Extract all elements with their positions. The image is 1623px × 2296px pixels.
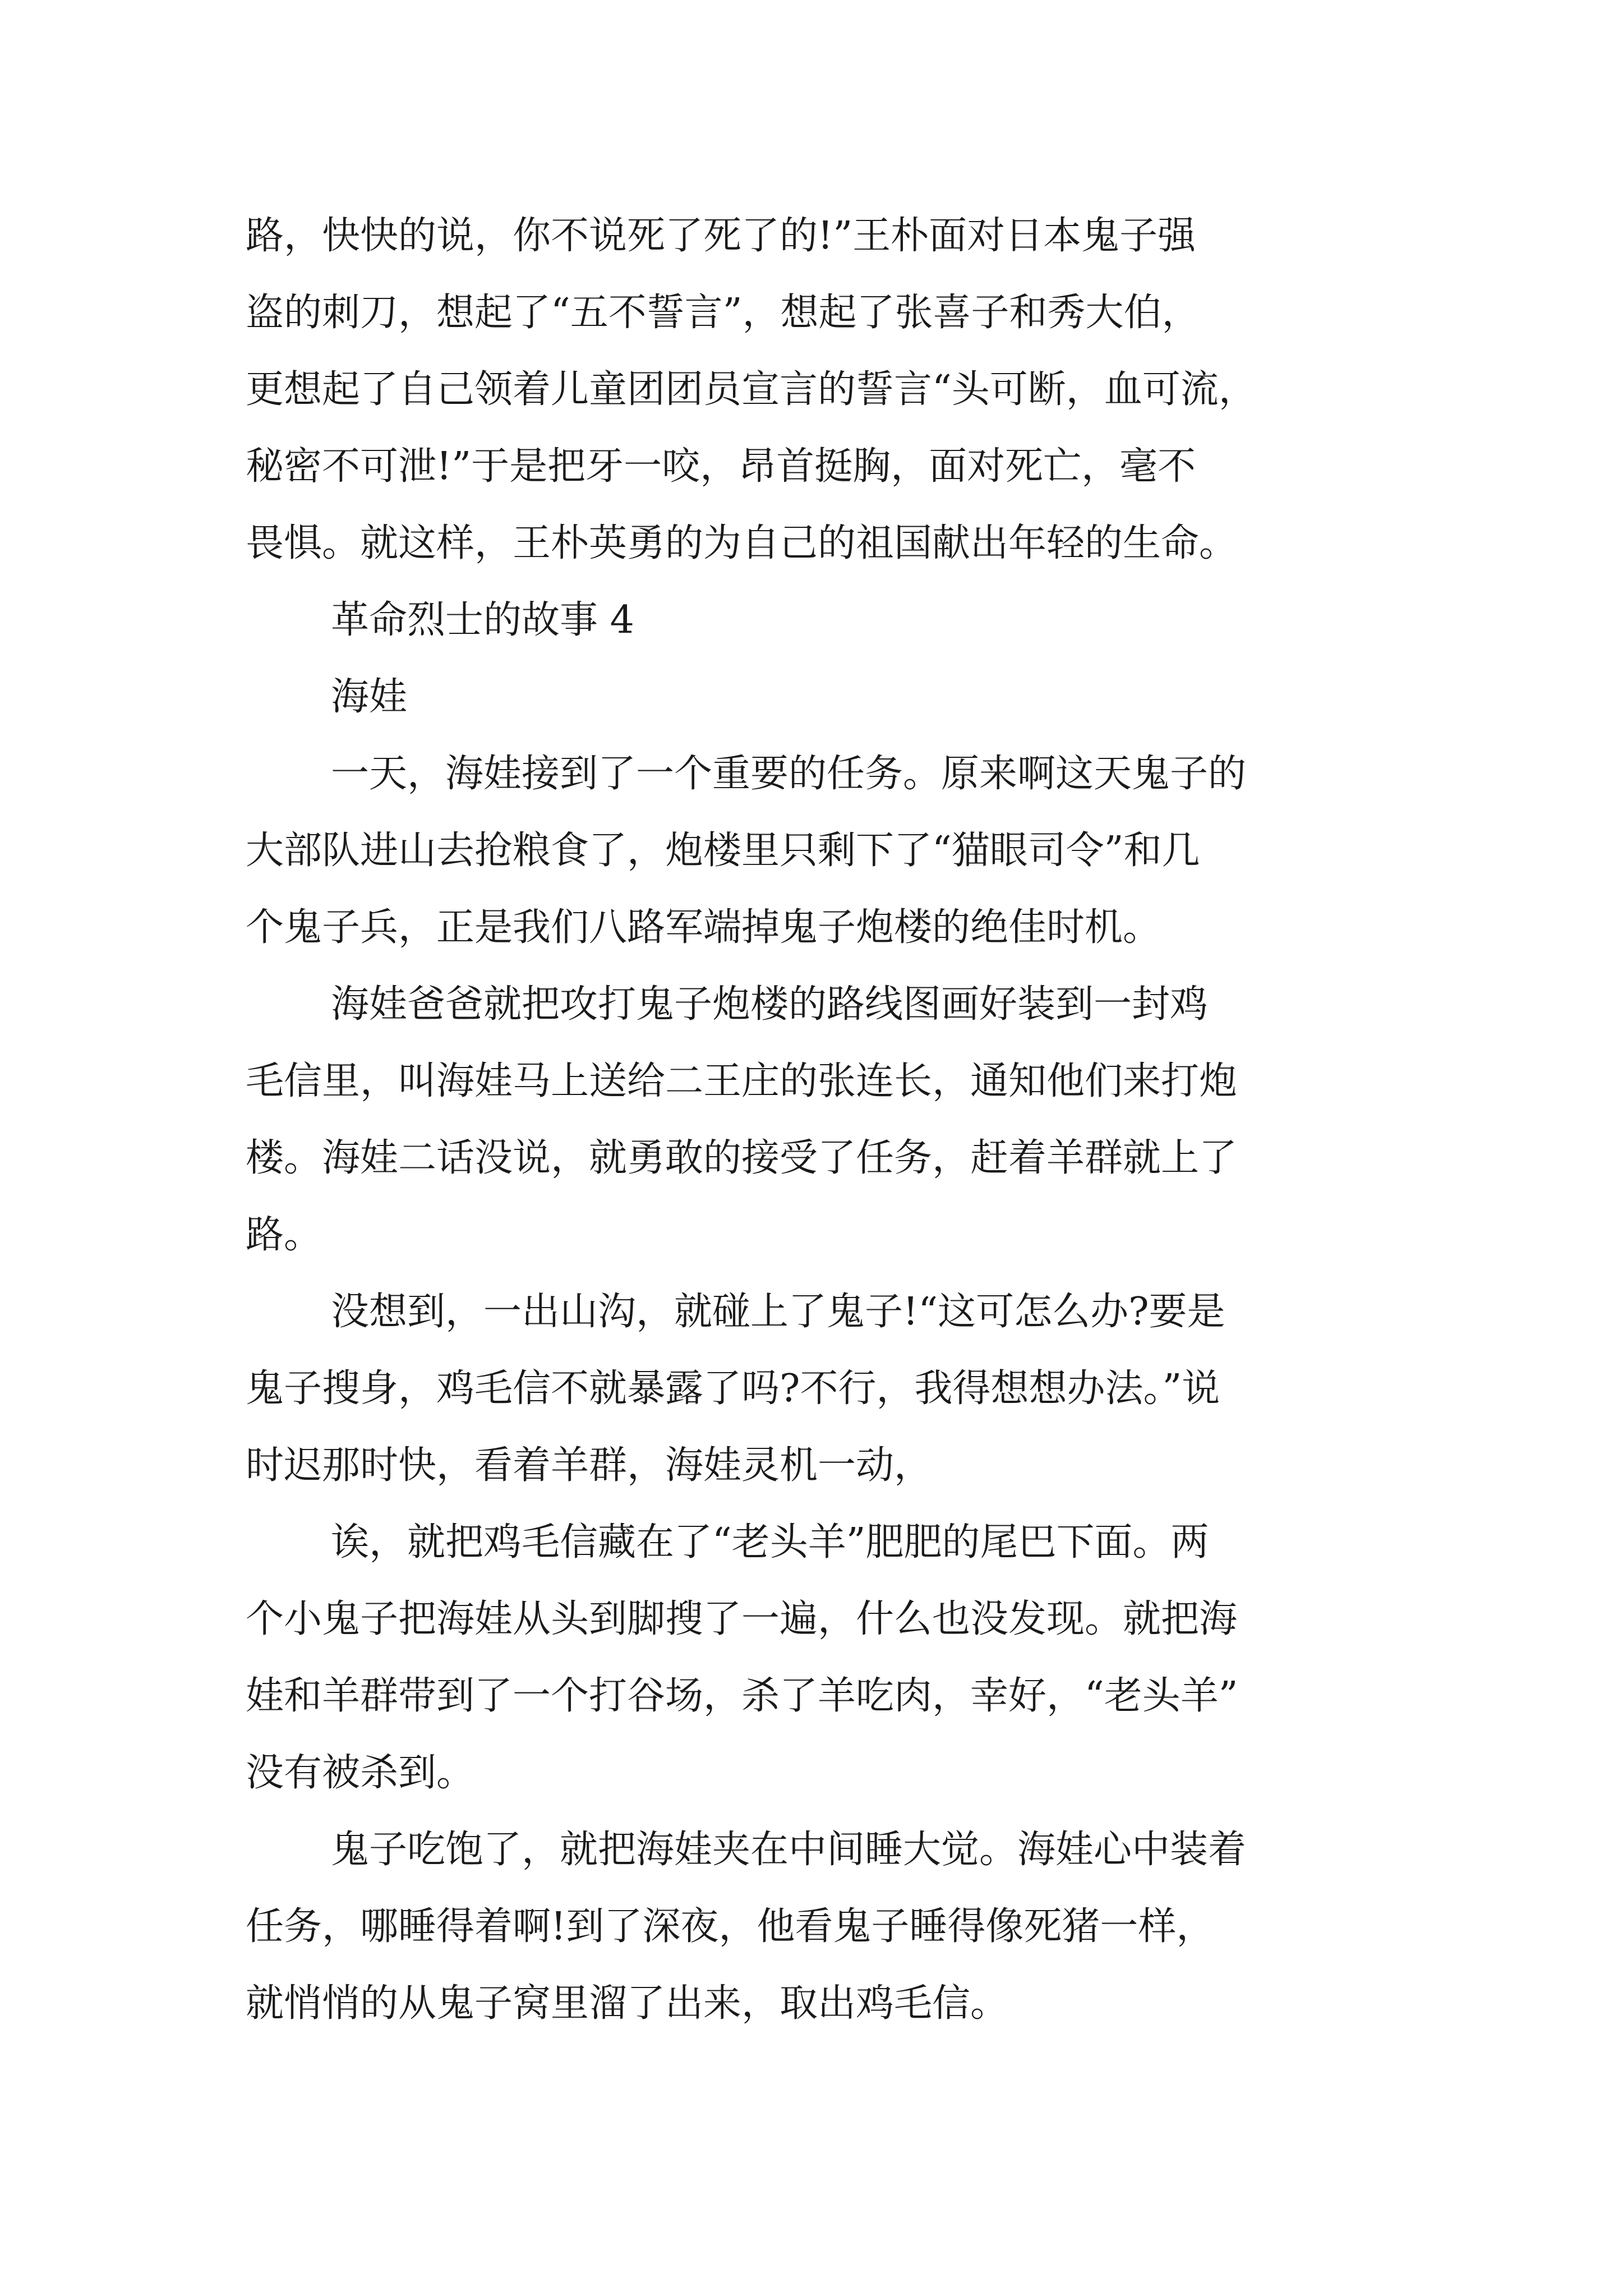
- text-line: 时迟那时快，看着羊群，海娃灵机一动，: [246, 1443, 933, 1488]
- text-line: 楼。海娃二话没说，就勇敢的接受了任务，赶着羊群就上了: [246, 1136, 1238, 1180]
- text-line: 个鬼子兵，正是我们八路军端掉鬼子炮楼的绝佳时机。: [246, 905, 1161, 950]
- text-line: 毛信里，叫海娃马上送给二王庄的张连长，通知他们来打炮: [246, 1059, 1238, 1103]
- text-line: 就悄悄的从鬼子窝里溜了出来，取出鸡毛信。: [246, 1981, 1009, 2026]
- text-line: 鬼子吃饱了，就把海娃夹在中间睡大觉。海娃心中装着: [331, 1828, 1247, 1872]
- text-line: 畏惧。就这样，王朴英勇的为自己的祖国献出年轻的生命。: [246, 521, 1238, 565]
- text-line: 个小鬼子把海娃从头到脚搜了一遍，什么也没发现。就把海: [246, 1597, 1238, 1641]
- text-line: 娃和羊群带到了一个打谷场，杀了羊吃肉，幸好，“老头羊”: [246, 1674, 1238, 1718]
- text-line: 秘密不可泄!”于是把牙一咬，昂首挺胸，面对死亡，毫不: [246, 444, 1196, 489]
- section-heading: 革命烈士的故事 4: [331, 598, 634, 642]
- text-line: 没想到，一出山沟，就碰上了鬼子!“这可怎么办?要是: [331, 1290, 1225, 1334]
- text-line: 海娃爸爸就把攻打鬼子炮楼的路线图画好装到一封鸡: [331, 982, 1209, 1027]
- text-line: 路。: [246, 1213, 322, 1257]
- text-line: 更想起了自己领着儿童团团员宣言的誓言“头可断，血可流，: [246, 367, 1257, 412]
- text-line: 盗的刺刀，想起了“五不誓言”，想起了张喜子和秀大伯，: [246, 291, 1200, 335]
- text-line: 大部队进山去抢粮食了，炮楼里只剩下了“猫眼司令”和几: [246, 829, 1200, 873]
- text-line: 没有被杀到。: [246, 1751, 475, 1795]
- text-line: 任务，哪睡得着啊!到了深夜，他看鬼子睡得像死猪一样，: [246, 1904, 1215, 1949]
- text-line: 一天，海娃接到了一个重要的任务。原来啊这天鬼子的: [331, 752, 1247, 796]
- story-title: 海娃: [331, 675, 408, 719]
- text-line: 鬼子搜身，鸡毛信不就暴露了吗?不行，我得想想办法。”说: [246, 1366, 1220, 1411]
- text-line: 路，快快的说，你不说死了死了的!”王朴面对日本鬼子强: [246, 214, 1196, 258]
- text-line: 诶，就把鸡毛信藏在了“老头羊”肥肥的尾巴下面。两: [331, 1520, 1209, 1565]
